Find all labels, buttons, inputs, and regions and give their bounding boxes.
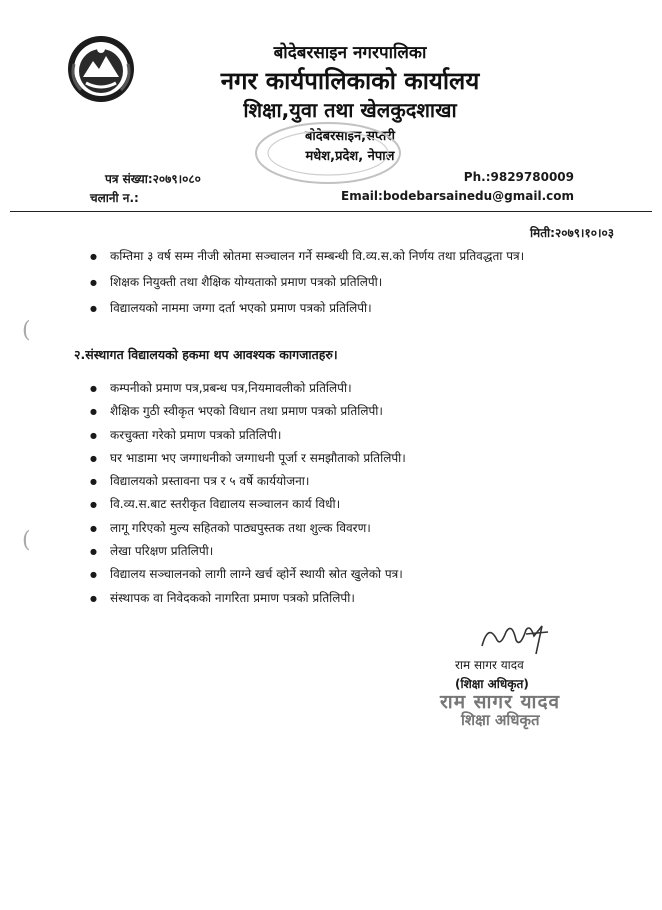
list-item: ● लागू गरिएको मुल्य सहितको पाठ्यपुस्तक तथा शुल्क विवरण। xyxy=(88,520,578,537)
phone-number: Ph.:9829780009 xyxy=(463,170,574,184)
list-item: ● लेखा परिक्षण प्रतिलिपी। xyxy=(88,543,578,560)
email-address: Email:bodebarsainedu@gmail.com xyxy=(341,189,574,203)
list-item: ● शैक्षिक गुठी स्वीकृत भएको विधान तथा प्रमाण पत्रको प्रतिलिपी। xyxy=(88,403,578,420)
municipality-name: बोदेबरसाइन नगरपालिका xyxy=(273,43,427,63)
handwritten-signature xyxy=(478,618,558,658)
required-documents-list xyxy=(88,248,578,326)
list-item: ● विद्यालय सञ्चालनको लागी लाग्ने खर्च व्होर्ने स्थायी स्रोत खुलेको पत्र। xyxy=(88,566,578,583)
address-line1: बोदेबरसाइन,सप्तरी xyxy=(304,129,395,144)
margin-mark: ( xyxy=(22,528,31,553)
list-item: ● करचुक्ता गरेको प्रमाण पत्रको प्रतिलिपी। xyxy=(88,427,578,444)
list-item: ● वि.व्य.स.बाट स्तरीकृत विद्यालय सञ्चालन कार्य विधी। xyxy=(88,496,578,513)
list-item: ● विद्यालयको नाममा जग्गा दर्ता भएको प्रमाण पत्रको प्रतिलिपी। xyxy=(88,300,578,317)
list-item: ● शिक्षक नियुक्ती तथा शैक्षिक योग्यताको प्रमाण पत्रको प्रतिलिपी। xyxy=(88,274,578,291)
list-item: ● घर भाडामा भए जग्गाधनीको जग्गाधनी पूर्जा र समझौताको प्रतिलिपी। xyxy=(88,450,578,467)
header-divider xyxy=(10,211,652,212)
list-item: ● विद्यालयको प्रस्तावना पत्र र ५ वर्षे कार्ययोजना। xyxy=(88,473,578,490)
section-name: शिक्षा,युवा तथा खेलकुदशाखा xyxy=(243,98,457,122)
list-item: ● कम्तिमा ३ वर्ष सम्म नीजी स्रोतमा सञ्चालन गर्ने सम्बन्धी वि.व्य.स.को निर्णय तथा प्रतिवद्धता पत्र। xyxy=(88,248,578,265)
signer-name: राम सागर यादव xyxy=(455,658,524,672)
nepal-emblem-icon xyxy=(66,34,136,104)
dispatch-number: चलानी न.: xyxy=(90,191,139,205)
seal-stamp-name: राम सागर यादव xyxy=(440,691,561,713)
letter-date: मिती:२०७९।१०।०३ xyxy=(529,226,614,240)
section-heading: २.संस्थागत विद्यालयको हकमा थप आवश्यक कागजातहरु। xyxy=(74,347,338,362)
margin-mark: ( xyxy=(22,318,31,343)
address-line2: मधेश,प्रदेश, नेपाल xyxy=(305,149,395,164)
signer-title: (शिक्षा अधिकृत) xyxy=(455,677,529,691)
seal-stamp-title: शिक्षा अधिकृत xyxy=(461,711,540,729)
list-item: ● कम्पनीको प्रमाण पत्र,प्रबन्ध पत्र,नियमावलीको प्रतिलिपी। xyxy=(88,380,578,397)
office-stamp-icon xyxy=(248,118,408,188)
institutional-documents-list xyxy=(88,380,578,613)
office-name: नगर कार्यपालिकाको कार्यालय xyxy=(220,67,480,95)
reference-number: पत्र संख्या:२०७९।०८० xyxy=(105,172,201,186)
list-item: ● संस्थापक वा निवेदकको नागरिता प्रमाण पत्रको प्रतिलिपी। xyxy=(88,590,578,607)
